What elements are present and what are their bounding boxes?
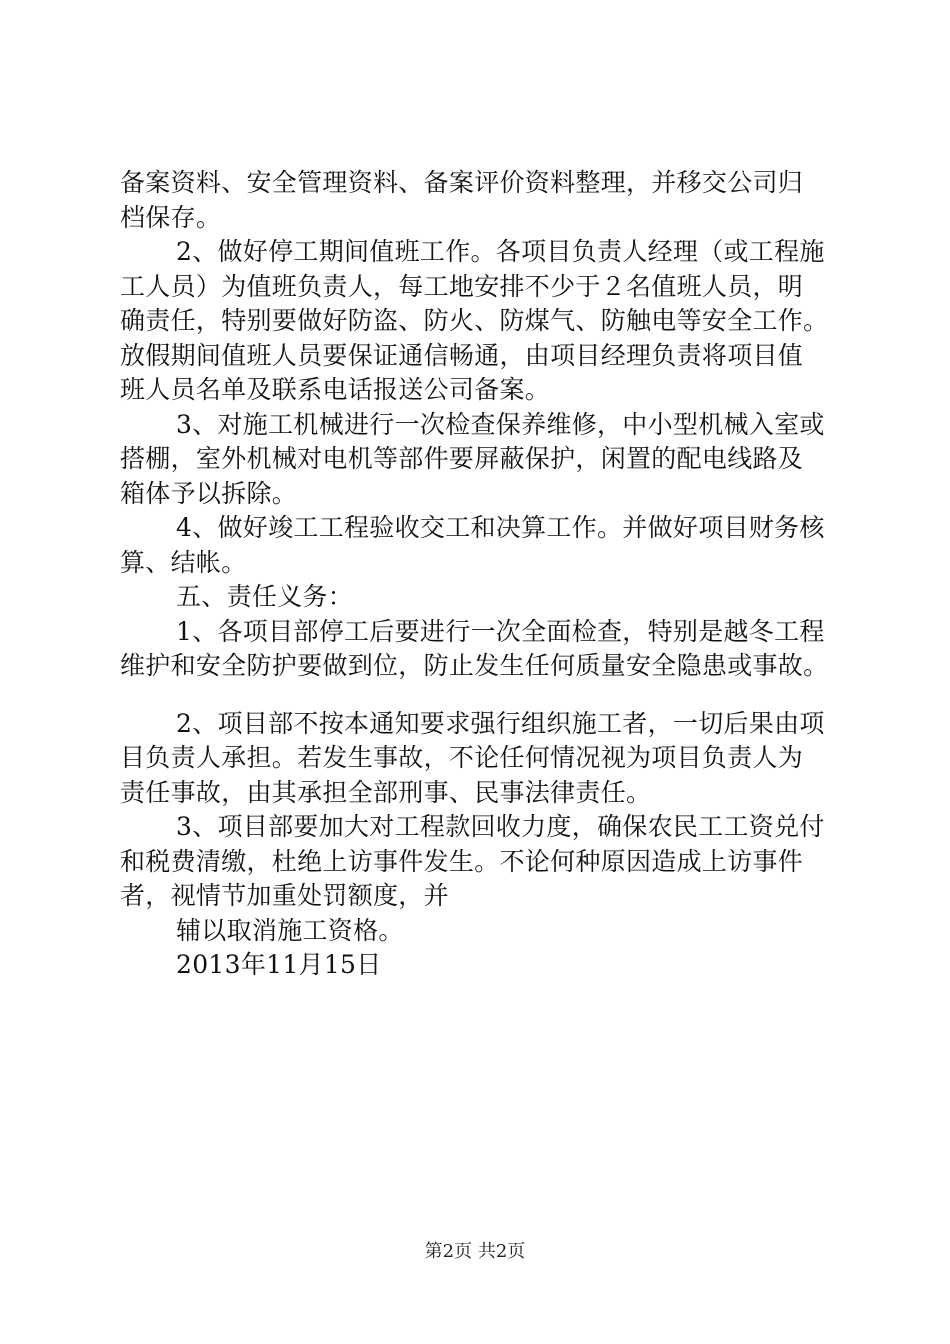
paragraph-line: 4、做好竣工工程验收交工和决算工作。并做好项目财务核 [176, 513, 825, 542]
paragraph-line: 档保存。 [120, 202, 222, 232]
document-date: 2013年11月15日 [176, 950, 382, 979]
paragraph-line: 3、对施工机械进行一次检查保养维修，中小型机械入室或 [176, 409, 825, 439]
paragraph-line: 辅以取消施工资格。 [176, 915, 404, 945]
paragraph-line: 责任事故，由其承担全部刑事、民事法律责任。 [120, 777, 652, 807]
paragraph-line: 2、项目部不按本通知要求强行组织施工者，一切后果由项 [176, 708, 825, 738]
paragraph-line: 备案资料、安全管理资料、备案评价资料整理，并移交公司归 [120, 168, 804, 197]
paragraph-line: 1、各项目部停工后要进行一次全面检查，特别是越冬工程 [176, 616, 825, 646]
paragraph-line: 班人员名单及联系电话报送公司备案。 [120, 375, 551, 404]
paragraph-line: 维护和安全防护要做到位，防止发生任何质量安全隐患或事故。 [120, 651, 829, 680]
paragraph-line: 搭棚，室外机械对电机等部件要屏蔽保护，闲置的配电线路及 [120, 444, 804, 473]
paragraph-line: 确责任，特别要做好防盗、防火、防煤气、防触电等安全工作。 [120, 306, 829, 335]
document-body [120, 166, 850, 983]
section-heading: 五、责任义务： [176, 582, 354, 611]
paragraph-line: 目负责人承担。若发生事故，不论任何情况视为项目负责人为 [120, 743, 804, 772]
paragraph-line: 和税费清缴，杜绝上访事件发生。不论何种原因造成上访事件 [120, 846, 804, 876]
page-footer: 第2页 共2页 [424, 1241, 526, 1262]
paragraph-line: 箱体予以拆除。 [120, 478, 298, 508]
paragraph-gap [120, 684, 850, 707]
paragraph-line: 放假期间值班人员要保证通信畅通，由项目经理负责将项目值 [120, 340, 804, 370]
paragraph-line: 3、项目部要加大对工程款回收力度，确保农民工工资兑付 [176, 812, 825, 841]
paragraph-line: 者，视情节加重处罚额度，并 [120, 881, 449, 910]
paragraph-line: 工人员）为值班负责人，每工地安排不少于２名值班人员，明 [120, 271, 804, 301]
paragraph-line: 算、结帐。 [120, 547, 247, 577]
paragraph-line: 2、做好停工期间值班工作。各项目负责人经理（或工程施 [176, 237, 825, 266]
